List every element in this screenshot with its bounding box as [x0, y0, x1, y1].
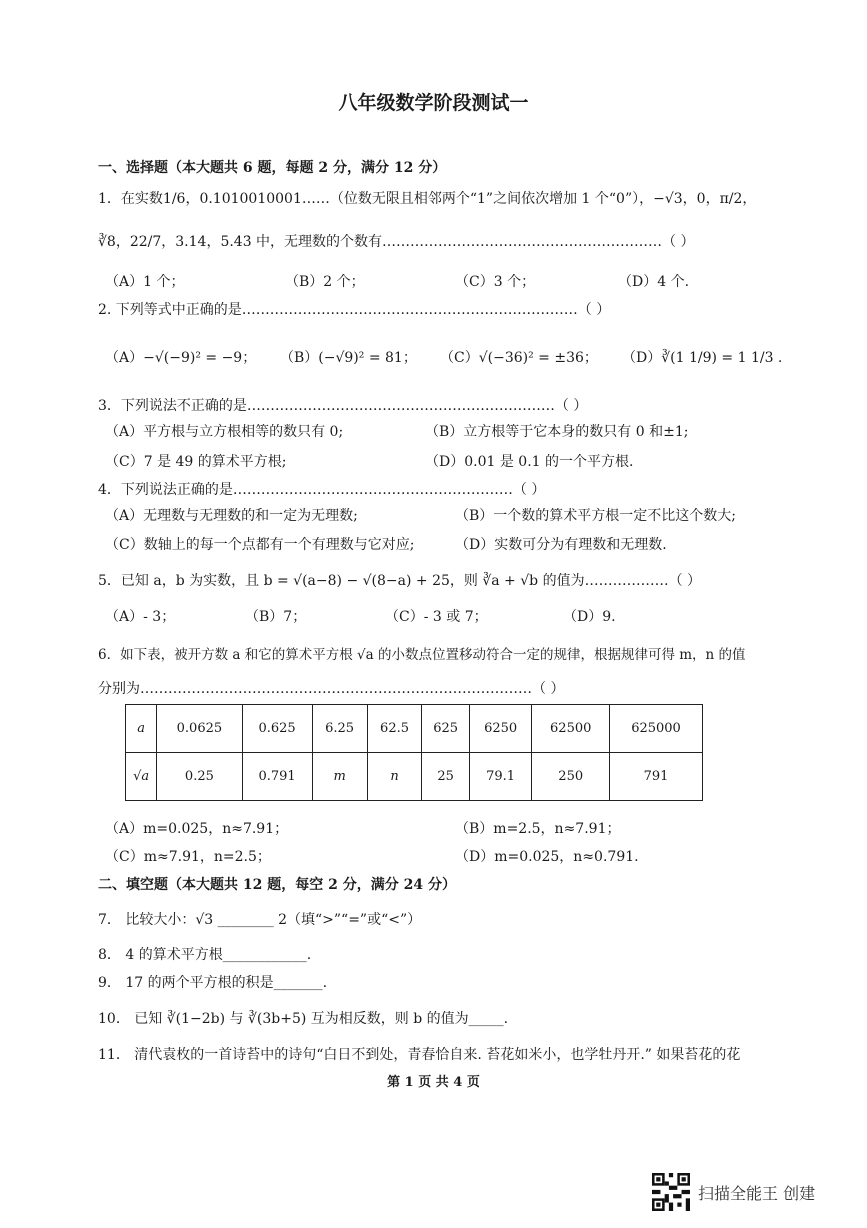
table-cell: 6.25	[312, 705, 367, 753]
q2-stem: 2. 下列等式中正确的是………………………………………………………………（ ）	[98, 302, 611, 318]
q4-stem: 4．下列说法正确的是……………………………………………………（ ）	[98, 482, 546, 498]
q1-option-d: （D）4 个.	[618, 274, 690, 290]
q10-text: 10． 已知 ∛(1−2b) 与 ∛(3b+5) 互为相反数，则 b 的值为_____.	[98, 1011, 509, 1027]
table-cell: 625	[422, 705, 469, 753]
q6-option-b: （B）m=2.5，n≈7.91；	[455, 821, 621, 837]
page-number: 第 1 页 共 4 页	[387, 1075, 480, 1090]
q6-line2: 分别为…………………………………………………………………………（ ）	[98, 681, 565, 697]
watermark-text: 扫描全能王 创建	[698, 1183, 816, 1203]
q3-stem: 3．下列说法不正确的是…………………………………………………………（ ）	[98, 398, 588, 414]
q5-option-a: （A）- 3；	[105, 609, 176, 625]
q2-option-c: （C）√(−36)² = ±36；	[440, 350, 598, 366]
q6-line1: 6．如下表，被开方数 a 和它的算术平方根 √a 的小数点位置移动符合一定的规律，根据规律可得 m，n 的值	[98, 647, 746, 663]
sqrt-table	[125, 704, 703, 801]
section-heading-choice: 一、选择题（本大题共 6 题，每题 2 分，满分 12 分）	[98, 160, 447, 176]
q6-option-d: （D）m=0.025，n≈0.791.	[455, 849, 639, 865]
page-title: 八年级数学阶段测试一	[338, 92, 529, 114]
q9-text: 9． 17 的两个平方根的积是_______.	[98, 975, 328, 991]
table-cell: 250	[532, 753, 610, 801]
q2-option-d: （D）∛(1 1/9) = 1 1/3 .	[622, 350, 783, 366]
q1-line2: ∛8，22/7，3.14，5.4̇3̇ 中，无理数的个数有……………………………………………………（ ）	[98, 234, 695, 250]
table-cell: m	[312, 753, 367, 801]
q5-stem: 5．已知 a，b 为实数，且 b = √(a−8) − √(8−a) + 25，则 ∛a + √b 的值为………………（ ）	[98, 573, 702, 589]
table-cell: 625000	[610, 705, 703, 753]
q3-option-b: （B）立方根等于它本身的数只有 0 和±1;	[425, 424, 689, 440]
q1-option-c: （C）3 个；	[455, 274, 536, 290]
q6-option-a: （A）m=0.025，n≈7.91；	[105, 821, 289, 837]
table-cell: 0.25	[157, 753, 242, 801]
table-cell: 0.791	[242, 753, 312, 801]
q3-option-c: （C）7 是 49 的算术平方根;	[105, 454, 287, 470]
q4-option-c: （C）数轴上的每一个点都有一个有理数与它对应;	[105, 537, 415, 553]
q2-option-b: （B）(−√9)² = 81；	[280, 350, 417, 366]
section-heading-fill: 二、填空题（本大题共 12 题，每空 2 分，满分 24 分）	[98, 877, 456, 893]
table-row	[126, 705, 703, 753]
q1-option-a: （A）1 个；	[105, 274, 185, 290]
table-cell: a	[126, 705, 157, 753]
table-row	[126, 753, 703, 801]
table-cell: √a	[126, 753, 157, 801]
q1-line1: 1．在实数1/6，0.1010010001……（位数无限且相邻两个“1”之间依次增加 1 个“0”），−√3，0，π/2，	[98, 191, 757, 207]
q1-option-b: （B）2 个；	[285, 274, 365, 290]
q5-option-d: （D）9.	[563, 609, 616, 625]
q5-option-c: （C）- 3 或 7；	[385, 609, 488, 625]
q3-option-d: （D）0.01 是 0.1 的一个平方根.	[425, 454, 634, 470]
scanner-watermark	[652, 1173, 815, 1211]
table-cell: 6250	[469, 705, 532, 753]
table-cell: 25	[422, 753, 469, 801]
q2-option-a: （A）−√(−9)² = −9；	[105, 350, 257, 366]
qr-code-icon	[652, 1173, 690, 1211]
q7-text: 7． 比较大小：√3 ________ 2（填“>”“=”或“<”）	[98, 912, 422, 928]
q4-option-b: （B）一个数的算术平方根一定不比这个数大;	[455, 508, 737, 524]
table-cell: 62.5	[367, 705, 422, 753]
q6-option-c: （C）m≈7.91，n=2.5；	[105, 849, 271, 865]
table-cell: 791	[610, 753, 703, 801]
q5-option-b: （B）7；	[245, 609, 307, 625]
q4-option-a: （A）无理数与无理数的和一定为无理数;	[105, 508, 358, 524]
q3-option-a: （A）平方根与立方根相等的数只有 0;	[105, 424, 344, 440]
q4-option-d: （D）实数可分为有理数和无理数.	[455, 537, 667, 553]
table-cell: 62500	[532, 705, 610, 753]
table-cell: n	[367, 753, 422, 801]
table-cell: 0.0625	[157, 705, 242, 753]
table-cell: 0.625	[242, 705, 312, 753]
table-cell: 79.1	[469, 753, 532, 801]
q11-text: 11． 清代袁枚的一首诗苔中的诗句“白日不到处，青春恰自来. 苔花如米小，也学牡丹开.” 如果苔花的花	[98, 1047, 741, 1063]
q8-text: 8． 4 的算术平方根____________.	[98, 947, 312, 963]
